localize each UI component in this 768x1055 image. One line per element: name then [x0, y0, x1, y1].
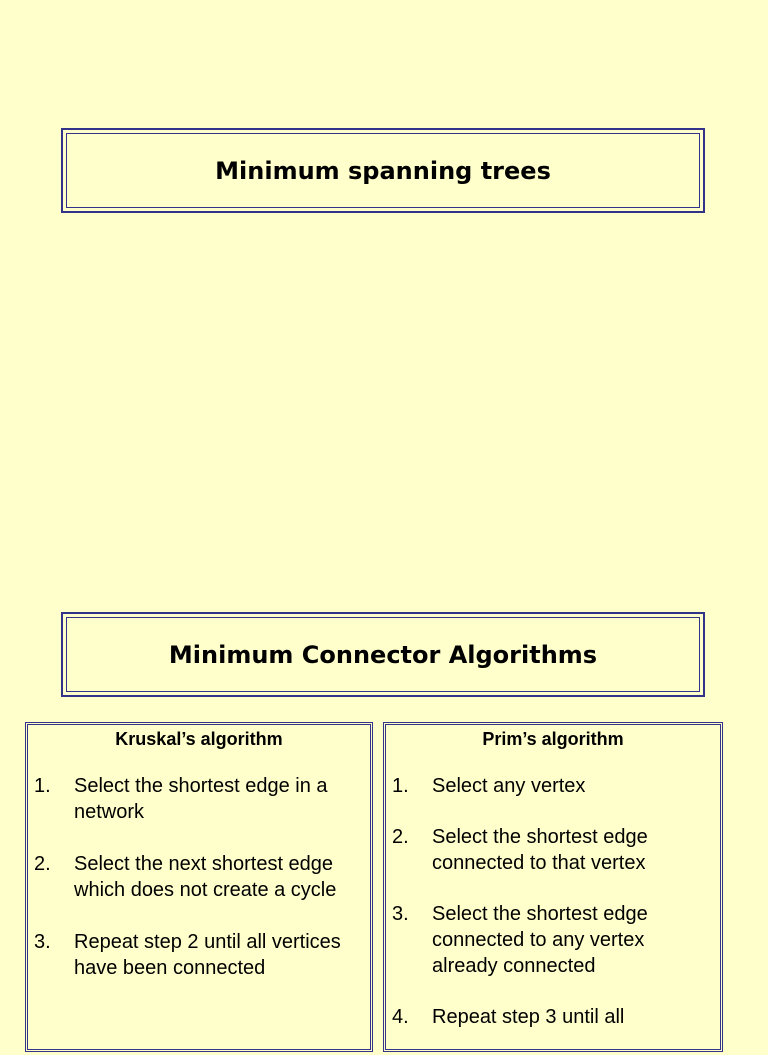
step-number: 2.	[392, 826, 409, 848]
prim-step-3	[392, 901, 714, 979]
step-text: Select the shortest edge in a network	[74, 775, 328, 823]
step-text: Select the shortest edge connected to any vertex already connected	[432, 903, 648, 977]
kruskal-panel	[25, 722, 373, 1052]
step-text: Select the shortest edge connected to that vertex	[432, 826, 648, 874]
step-text: Select any vertex	[432, 775, 586, 797]
step-number: 1.	[34, 775, 51, 797]
step-text: Select the next shortest edge which does not create a cycle	[74, 853, 337, 901]
prim-steps	[392, 773, 714, 1055]
step-number: 4.	[392, 1006, 409, 1028]
step-number: 1.	[392, 775, 409, 797]
kruskal-step-2	[34, 851, 364, 903]
prim-heading: Prim’s algorithm	[482, 729, 624, 749]
slide1-title: Minimum spanning trees	[215, 156, 551, 185]
kruskal-step-1	[34, 773, 364, 825]
kruskal-steps	[34, 773, 364, 1007]
prim-step-2	[392, 824, 714, 876]
slide2-title: Minimum Connector Algorithms	[168, 640, 598, 669]
step-number: 3.	[392, 903, 409, 925]
prim-panel	[383, 722, 723, 1052]
step-text: Repeat step 2 until all vertices have been connected	[74, 931, 341, 979]
prim-step-1	[392, 773, 714, 799]
kruskal-step-3	[34, 929, 364, 981]
kruskal-heading: Kruskal’s algorithm	[115, 729, 283, 749]
step-number: 3.	[34, 931, 51, 953]
step-text: Repeat step 3 until all	[432, 1006, 625, 1028]
slide1-title-box	[61, 128, 705, 213]
slide2-title-box	[61, 612, 705, 697]
prim-step-4	[392, 1004, 714, 1030]
step-number: 2.	[34, 853, 51, 875]
